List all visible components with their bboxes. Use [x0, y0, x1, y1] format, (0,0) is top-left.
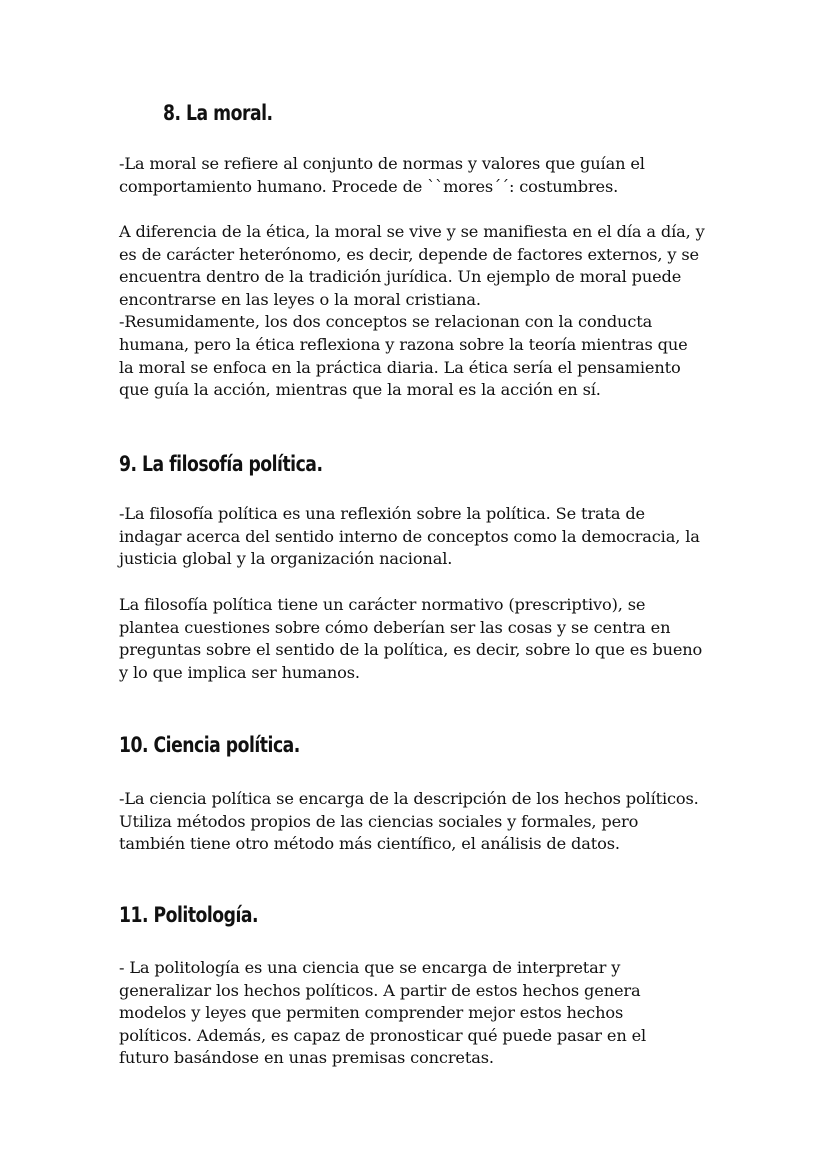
politologia-paragraph-1: [119, 957, 719, 1070]
ciencia-politica-paragraph-1: [119, 788, 719, 856]
text-line: A diferencia de la ética, la moral se vive y se manifiesta en el día a día, y: [119, 222, 705, 241]
text-line: indagar acerca del sentido interno de conceptos como la democracia, la: [119, 526, 700, 546]
text-line: políticos. Además, es capaz de pronosticar qué puede pasar en el: [119, 1025, 647, 1045]
section-heading-ciencia-politica: 10. Ciencia política.: [119, 733, 300, 757]
text-line: justicia global y la organización nacional.: [119, 549, 453, 569]
text-line: -La filosofía política es una reflexión sobre la política. Se trata de: [119, 504, 645, 523]
text-line: Utiliza métodos propios de las ciencias sociales y formales, pero: [119, 811, 639, 831]
text-line: es de carácter heterónomo, es decir, depende de factores externos, y se: [119, 244, 699, 264]
text-line: que guía la acción, mientras que la moral es la acción en sí.: [119, 380, 601, 400]
text-line: futuro basándose en unas premisas concretas.: [119, 1048, 494, 1068]
text-line: La filosofía política tiene un carácter normativo (prescriptivo), se: [119, 595, 646, 614]
moral-paragraph-2: [119, 221, 719, 402]
text-line: -Resumidamente, los dos conceptos se relacionan con la conducta: [119, 312, 653, 332]
text-line: preguntas sobre el sentido de la política, es decir, sobre lo que es bueno: [119, 640, 703, 660]
moral-paragraph-1: [119, 153, 719, 198]
text-line: comportamiento humano. Procede de ``mores´´: costumbres.: [119, 176, 619, 196]
section-heading-politologia: 11. Politología.: [119, 903, 259, 927]
text-line: plantea cuestiones sobre cómo deberían ser las cosas y se centra en: [119, 617, 671, 637]
section-heading-moral: 8. La moral.: [163, 101, 273, 125]
text-line: encontrarse en las leyes o la moral cristiana.: [119, 289, 481, 309]
text-line: encuentra dentro de la tradición jurídica. Un ejemplo de moral puede: [119, 267, 682, 287]
text-line: la moral se enfoca en la práctica diaria. La ética sería el pensamiento: [119, 357, 681, 377]
filosofia-politica-paragraph-1: [119, 503, 719, 571]
text-line: también tiene otro método más científico, el análisis de datos.: [119, 834, 620, 854]
text-line: - La politología es una ciencia que se encarga de interpretar y: [119, 958, 621, 977]
text-line: humana, pero la ética reflexiona y razona sobre la teoría mientras que: [119, 334, 688, 354]
text-line: generalizar los hechos políticos. A partir de estos hechos genera: [119, 980, 641, 1000]
text-line: -La moral se refiere al conjunto de normas y valores que guían el: [119, 154, 645, 173]
text-line: -La ciencia política se encarga de la descripción de los hechos políticos.: [119, 789, 699, 808]
text-line: y lo que implica ser humanos.: [119, 662, 360, 682]
section-heading-filosofia-politica: 9. La filosofía política.: [119, 452, 323, 476]
text-line: modelos y leyes que permiten comprender mejor estos hechos: [119, 1003, 624, 1023]
filosofia-politica-paragraph-2: [119, 594, 719, 684]
